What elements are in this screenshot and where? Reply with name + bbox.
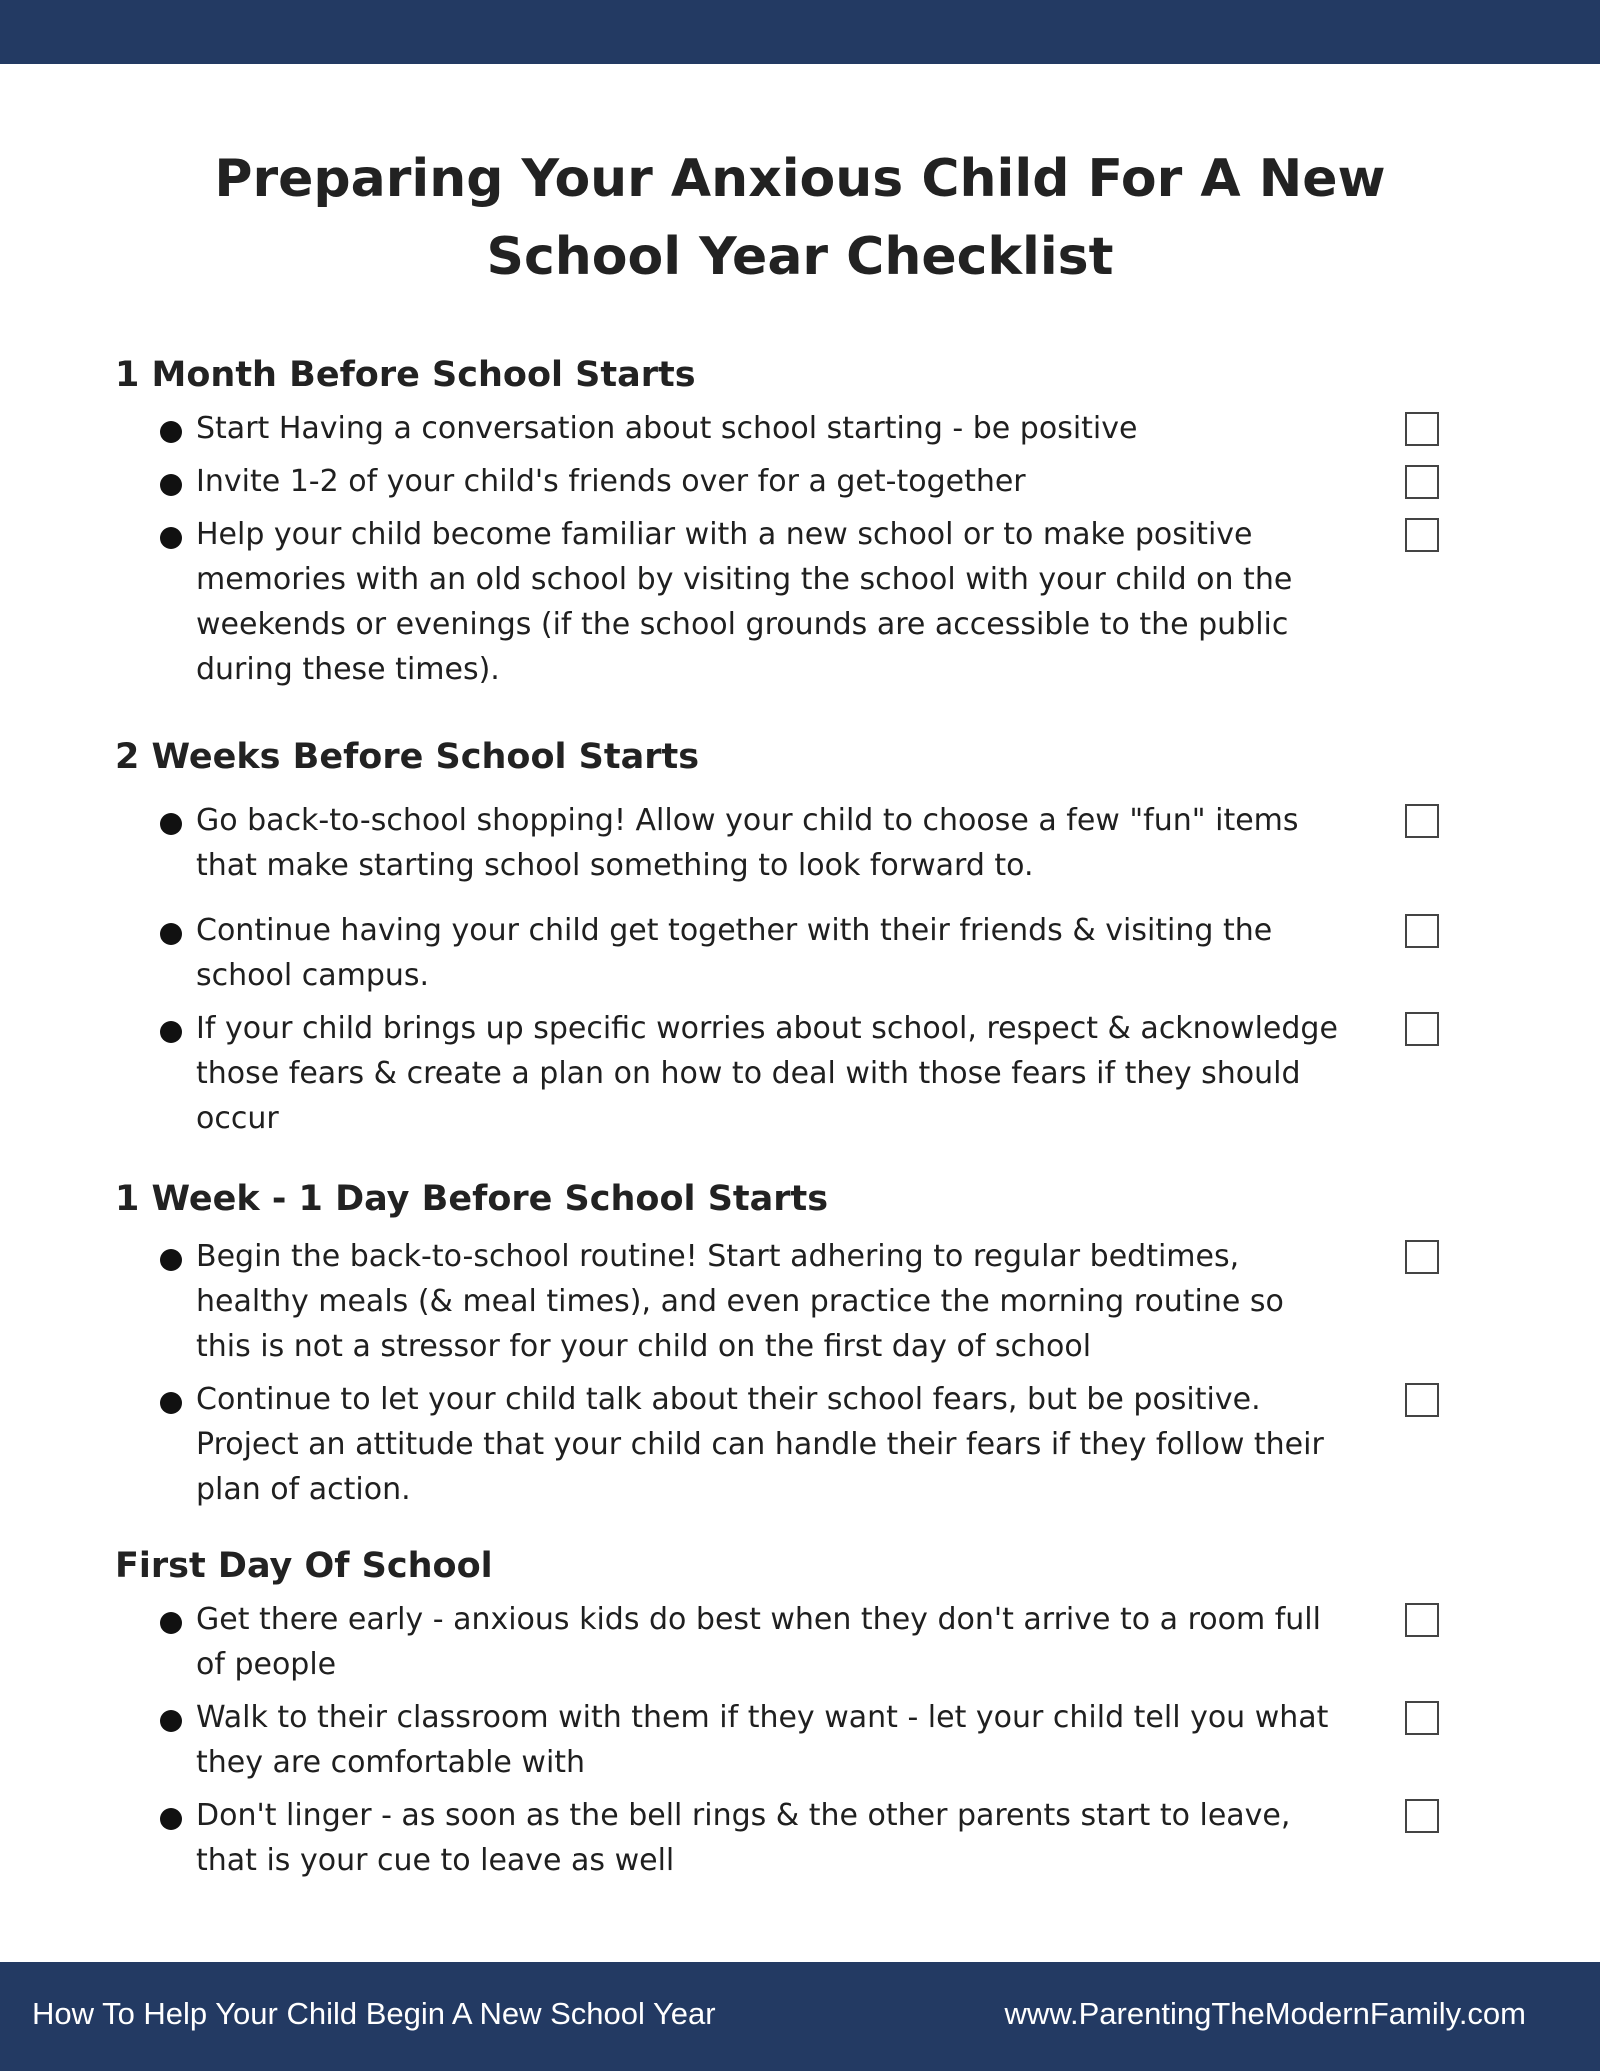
checklist-item <box>115 1377 1495 1512</box>
bullet-icon <box>160 813 182 835</box>
item-text: Continue having your child get together with their friends & visiting the school campus. <box>196 913 1273 993</box>
item-checkbox[interactable] <box>1405 518 1439 552</box>
section-2-weeks <box>115 734 1495 1149</box>
item-text: If your child brings up specific worries about school, respect & acknowledge those fears & create a plan on how to deal with those fears if they should occur <box>196 1011 1338 1136</box>
item-text: Go back-to-school shopping! Allow your child to choose a few "fun" items that make starting school something to look forward to. <box>196 803 1299 883</box>
checklist-item <box>115 1695 1495 1785</box>
item-checkbox[interactable] <box>1405 804 1439 838</box>
footer-bar <box>0 1962 1600 2071</box>
checklist-item <box>115 798 1495 888</box>
bullet-icon <box>160 1808 182 1830</box>
section-1-week <box>115 1176 1495 1520</box>
section-heading: 2 Weeks Before School Starts <box>115 737 700 777</box>
item-checkbox[interactable] <box>1405 412 1439 446</box>
checklist-item <box>115 1793 1495 1883</box>
title-line-2: School Year Checklist <box>486 227 1114 287</box>
checklist-item <box>115 908 1495 998</box>
checklist-item <box>115 459 1495 504</box>
bullet-icon <box>160 1710 182 1732</box>
bullet-icon <box>160 1392 182 1414</box>
item-checkbox[interactable] <box>1405 465 1439 499</box>
checklist-item <box>115 1234 1495 1369</box>
checklist-item <box>115 512 1495 692</box>
section-heading: 1 Month Before School Starts <box>115 355 696 395</box>
footer-website-link[interactable]: www.ParentingTheModernFamily.com <box>1004 1996 1526 2031</box>
bullet-icon <box>160 527 182 549</box>
section-first-day <box>115 1543 1495 1891</box>
item-text: Get there early - anxious kids do best when they don't arrive to a room full of people <box>196 1602 1321 1682</box>
item-text: Walk to their classroom with them if they want - let your child tell you what they are comfortable with <box>196 1700 1329 1780</box>
title-line-1: Preparing Your Anxious Child For A New <box>214 149 1386 209</box>
checklist-item <box>115 1597 1495 1687</box>
item-checkbox[interactable] <box>1405 1701 1439 1735</box>
item-checkbox[interactable] <box>1405 1240 1439 1274</box>
top-banner <box>0 0 1600 64</box>
item-checkbox[interactable] <box>1405 1799 1439 1833</box>
bullet-icon <box>160 1021 182 1043</box>
item-text: Start Having a conversation about school starting - be positive <box>196 411 1138 446</box>
item-checkbox[interactable] <box>1405 1012 1439 1046</box>
bullet-icon <box>160 1249 182 1271</box>
item-checkbox[interactable] <box>1405 914 1439 948</box>
section-1-month <box>115 352 1495 700</box>
item-text: Continue to let your child talk about their school fears, but be positive. Project an attitude that your child can handle their fears if they follow their plan of action. <box>196 1382 1324 1507</box>
page-title <box>0 140 1600 296</box>
item-checkbox[interactable] <box>1405 1603 1439 1637</box>
item-text: Begin the back-to-school routine! Start adhering to regular bedtimes, healthy meals (& meal times), and even practice the morning routine so this is not a stressor for your child on the first day of school <box>196 1239 1284 1364</box>
checklist-item <box>115 1006 1495 1141</box>
item-checkbox[interactable] <box>1405 1383 1439 1417</box>
checklist-item <box>115 406 1495 451</box>
section-heading: First Day Of School <box>115 1546 493 1586</box>
bullet-icon <box>160 923 182 945</box>
footer-title: How To Help Your Child Begin A New School Year <box>32 1996 716 2031</box>
section-heading: 1 Week - 1 Day Before School Starts <box>115 1179 829 1219</box>
item-text: Don't linger - as soon as the bell rings & the other parents start to leave, that is your cue to leave as well <box>196 1798 1291 1878</box>
bullet-icon <box>160 421 182 443</box>
bullet-icon <box>160 1612 182 1634</box>
item-text: Help your child become familiar with a new school or to make positive memories with an old school by visiting the school with your child on the weekends or evenings (if the school grounds are accessible to the public during these times). <box>196 517 1293 687</box>
bullet-icon <box>160 474 182 496</box>
item-text: Invite 1-2 of your child's friends over for a get-together <box>196 464 1026 499</box>
